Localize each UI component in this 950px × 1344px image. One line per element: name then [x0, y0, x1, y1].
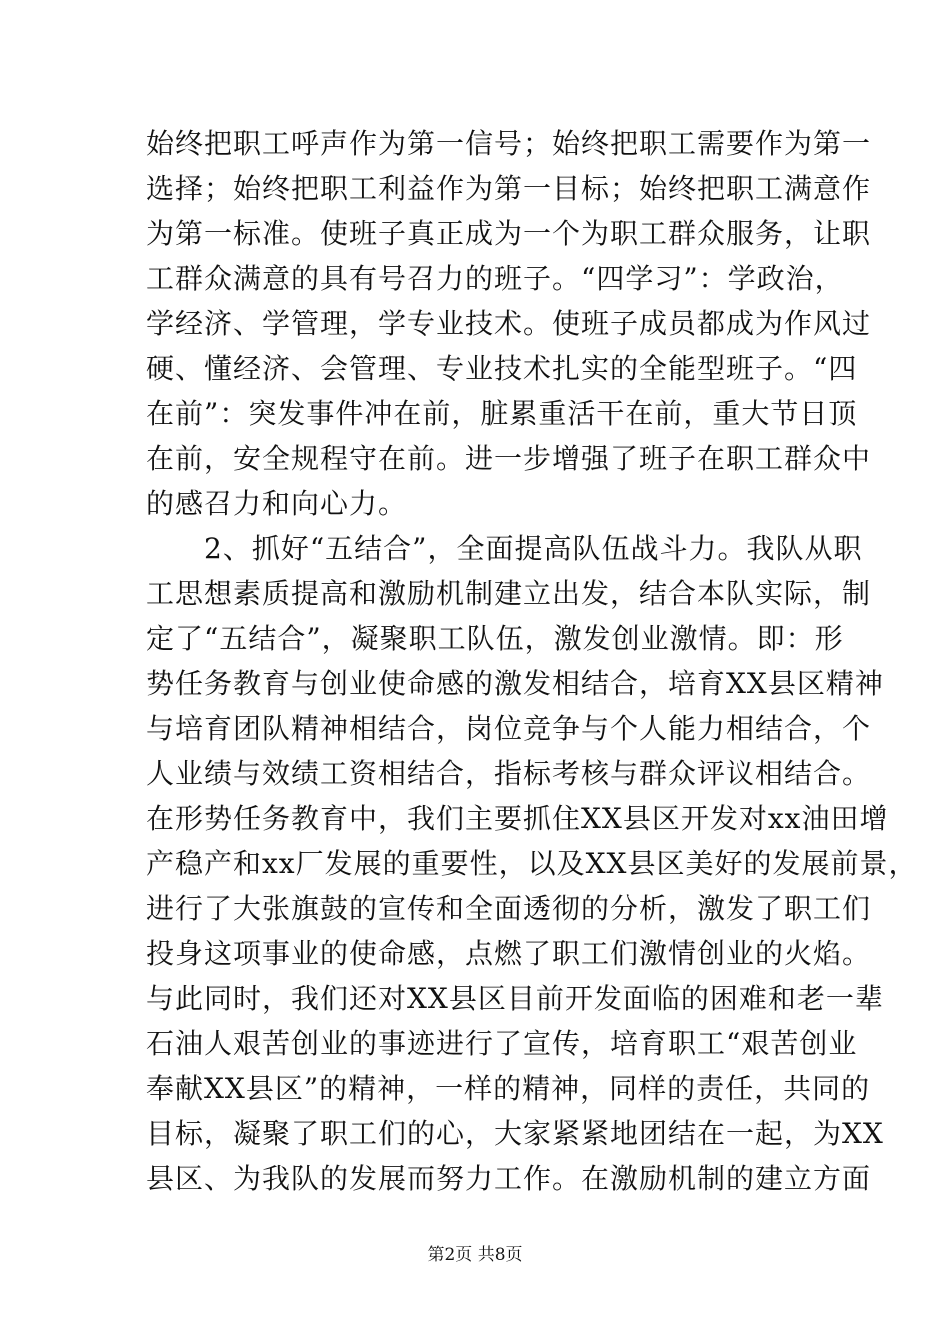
body-text-line: 定了“五结合”，凝聚职工队伍，激发创业激情。即：形 [146, 622, 844, 655]
body-text-line: 县区、为我队的发展而努力工作。在激励机制的建立方面 [146, 1162, 872, 1195]
body-text-line: 在形势任务教育中，我们主要抓住XX县区开发对xx油田增 [146, 802, 889, 835]
page-number-footer: 第2页 共8页 [427, 1245, 523, 1265]
body-text-line: 势任务教育与创业使命感的激发相结合，培育XX县区精神 [146, 667, 884, 700]
body-text-line: 投身这项事业的使命感，点燃了职工们激情创业的火焰。 [146, 937, 872, 970]
body-text-line: 奉献XX县区”的精神，一样的精神，同样的责任，共同的 [146, 1072, 871, 1105]
body-text-line: 人业绩与效绩工资相结合，指标考核与群众评议相结合。 [146, 757, 872, 790]
body-text-line: 选择；始终把职工利益作为第一目标；始终把职工满意作 [146, 172, 872, 205]
paragraph-start-line: 2、抓好“五结合”，全面提高队伍战斗力。我队从职 [146, 532, 863, 565]
body-text-line: 石油人艰苦创业的事迹进行了宣传，培育职工“艰苦创业 [146, 1027, 858, 1060]
body-text-line: 为第一标准。使班子真正成为一个为职工群众服务，让职 [146, 217, 872, 250]
body-text-line: 产稳产和xx厂发展的重要性，以及XX县区美好的发展前景， [146, 847, 918, 880]
body-text-line: 与培育团队精神相结合，岗位竞争与个人能力相结合，个 [146, 712, 872, 745]
body-text-line: 在前”：突发事件冲在前，脏累重活干在前，重大节日顶 [146, 397, 858, 430]
body-text-line: 在前，安全规程守在前。进一步增强了班子在职工群众中 [146, 442, 872, 475]
body-text-line: 与此同时，我们还对XX县区目前开发面临的困难和老一辈 [146, 982, 884, 1015]
body-text-line: 始终把职工呼声作为第一信号；始终把职工需要作为第一 [146, 127, 872, 160]
body-text-line: 工群众满意的具有号召力的班子。“四学习”：学政治， [146, 262, 844, 295]
body-text-line: 学经济、学管理，学专业技术。使班子成员都成为作风过 [146, 307, 872, 340]
body-text-line: 进行了大张旗鼓的宣传和全面透彻的分析，激发了职工们 [146, 892, 872, 925]
body-text-line: 硬、懂经济、会管理、专业技术扎实的全能型班子。“四 [146, 352, 858, 385]
body-text-line: 工思想素质提高和激励机制建立出发，结合本队实际，制 [146, 577, 872, 610]
body-text-line: 目标，凝聚了职工们的心，大家紧紧地团结在一起，为XX [146, 1117, 884, 1150]
body-text-line: 的感召力和向心力。 [146, 487, 408, 520]
